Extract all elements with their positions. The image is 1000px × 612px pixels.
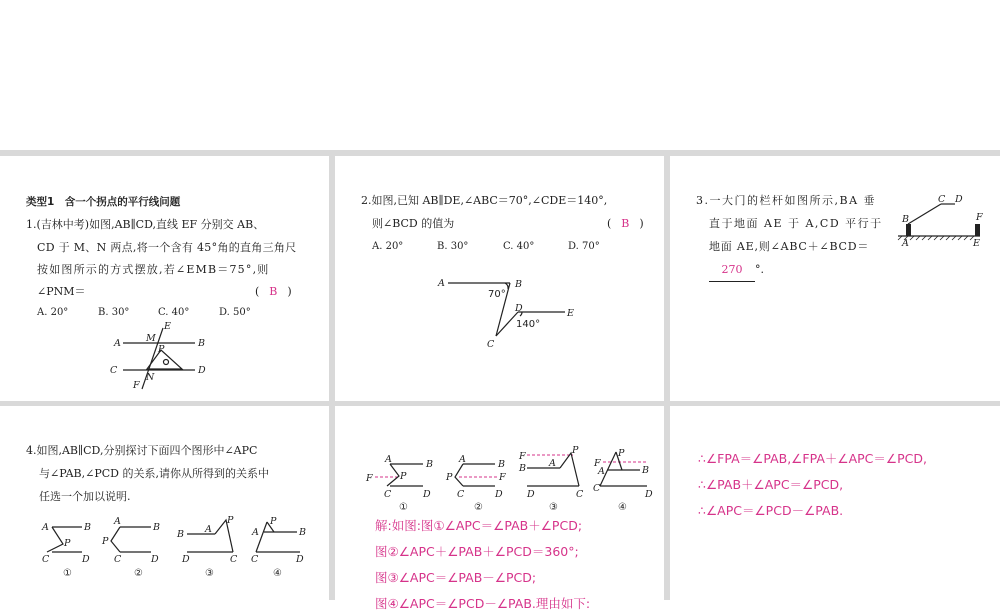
q2-label-d: D <box>515 303 523 314</box>
solution-line-4: 图④∠APC＝∠PCD－∠PAB.理由如下: <box>375 596 591 611</box>
q4-fig-num-2: ② <box>134 568 143 579</box>
q4-f1-label-a: A <box>42 522 49 533</box>
q1-option-a: A. 20° <box>37 307 69 318</box>
q1-label-b: B <box>198 338 205 349</box>
proof-line-3: ∴∠APC＝∠PCD－∠PAB. <box>698 503 844 518</box>
q2-label-e: E <box>567 308 574 319</box>
q1-option-d: D. 50° <box>219 307 251 318</box>
q4-f3-label-a: A <box>205 524 212 535</box>
q5-f2-label-f: F <box>499 472 506 483</box>
q5-f3-label-a: A <box>549 458 556 469</box>
q5-fig-num-2: ② <box>474 502 483 513</box>
q4-f1-label-c: C <box>42 554 50 565</box>
q4-f1-label-p: P <box>64 538 71 549</box>
q1-label-d: D <box>198 365 206 376</box>
q4-f2-label-b: B <box>153 522 160 533</box>
q1-answer: B <box>269 285 278 298</box>
q4-f2-label-d: D <box>151 554 159 565</box>
q2-option-b: B. 30° <box>437 241 469 252</box>
q4-f2-label-c: C <box>114 554 122 565</box>
q4-fig-num-1: ① <box>63 568 72 579</box>
q4-f1-label-b: B <box>84 522 91 533</box>
q3-label-c: C <box>938 194 946 205</box>
q2-label-a: A <box>438 278 445 289</box>
q5-f2-label-a: A <box>459 454 466 465</box>
q3-label-d: D <box>955 194 963 205</box>
q4-f4-label-p: P <box>270 516 277 527</box>
q4-f3-label-b: B <box>177 529 184 540</box>
q3-line-1: 3.一大门的栏杆如图所示,BA 垂 <box>696 194 877 207</box>
q2-line-1: 2.如图,已知 AB∥DE,∠ABC＝70°,∠CDE＝140°, <box>361 194 608 207</box>
q1-option-b: B. 30° <box>98 307 130 318</box>
q2-line-2: 则∠BCD 的值为 <box>372 217 455 230</box>
q5-f1-label-b: B <box>426 459 433 470</box>
q1-label-e: E <box>164 321 171 332</box>
q4-line-1: 4.如图,AB∥CD,分别探讨下面四个图形中∠APC <box>26 444 258 457</box>
q4-f1-label-d: D <box>82 554 90 565</box>
q1-label-f: F <box>133 380 140 391</box>
q4-f2-label-p: P <box>102 536 109 547</box>
q1-line-4: ∠PNM＝ <box>37 285 86 298</box>
q2-figure <box>335 156 664 401</box>
q4-fig-num-3: ③ <box>205 568 214 579</box>
q4-f3-label-d: D <box>182 554 190 565</box>
q3-label-e: E <box>973 238 980 249</box>
q2-angle-140: 140° <box>516 319 541 330</box>
q1-option-c: C. 40° <box>158 307 190 318</box>
q5-f4-label-a: A <box>598 466 605 477</box>
q4-f3-label-p: P <box>227 515 234 526</box>
q5-f4-label-f: F <box>594 458 601 469</box>
q1-label-c: C <box>110 365 118 376</box>
q5-f3-label-p: P <box>572 445 579 456</box>
q4-fig-num-4: ④ <box>273 568 282 579</box>
q2-label-c: C <box>487 339 495 350</box>
q5-f2-label-c: C <box>457 489 465 500</box>
q3-label-f: F <box>976 212 983 223</box>
q5-f2-label-d: D <box>495 489 503 500</box>
q4-solution-panel <box>335 406 664 611</box>
q4-f2-label-a: A <box>114 516 121 527</box>
q3-line-3: 地面 AE,则∠ABC＋∠BCD＝ <box>709 240 870 253</box>
q5-f1-label-a: A <box>385 454 392 465</box>
q1-line-1: 1.(吉林中考)如图,AB∥CD,直线 EF 分别交 AB、 <box>26 218 265 231</box>
q4-f3-label-c: C <box>230 554 238 565</box>
q5-f1-label-f: F <box>366 473 373 484</box>
q5-fig-num-3: ③ <box>549 502 558 513</box>
q2-answer-bracket: ( B ) <box>607 217 644 230</box>
q3-unit: °. <box>755 263 764 276</box>
q5-f4-label-c: C <box>593 483 601 494</box>
q3-label-a: A <box>902 238 909 249</box>
q4-f4-label-a: A <box>252 527 259 538</box>
q2-angle-70: 70° <box>488 289 506 300</box>
q1-label-m: M <box>146 333 156 344</box>
q1-answer-bracket: ( B ) <box>255 285 292 298</box>
q5-f2-label-p: P <box>446 472 453 483</box>
proof-line-2: ∴∠PAB＋∠APC＝∠PCD, <box>698 477 844 492</box>
q5-f4-label-d: D <box>645 489 653 500</box>
q3-line-2: 直于地面 AE 于 A,CD 平行于 <box>709 217 883 230</box>
q5-fig-num-4: ④ <box>618 502 627 513</box>
q3-answer: 270 <box>709 258 755 282</box>
solution-line-2: 图②∠APC＋∠PAB＋∠PCD＝360°; <box>375 544 579 559</box>
q4-proof-panel <box>670 406 1000 600</box>
q2-option-d: D. 70° <box>568 241 600 252</box>
q1-label-a: A <box>114 338 121 349</box>
q4-f4-label-d: D <box>296 554 304 565</box>
q5-f3-label-f: F <box>519 451 526 462</box>
q4-f4-label-c: C <box>251 554 259 565</box>
q4-f4-label-b: B <box>299 527 306 538</box>
question-2-panel <box>335 156 664 401</box>
q5-f4-label-p: P <box>618 448 625 459</box>
q4-figures <box>0 406 329 600</box>
q3-label-b: B <box>902 214 909 225</box>
q1-line-3: 按如图所示的方式摆放,若∠EMB＝75°,则 <box>37 263 270 276</box>
q3-figure <box>670 156 1000 401</box>
q1-figure <box>0 156 329 401</box>
q5-f1-label-c: C <box>384 489 392 500</box>
solution-line-1: 解:如图:图①∠APC＝∠PAB＋∠PCD; <box>375 518 583 533</box>
q5-fig-num-1: ① <box>399 502 408 513</box>
q2-option-c: C. 40° <box>503 241 535 252</box>
solution-line-3: 图③∠APC＝∠PAB－∠PCD; <box>375 570 537 585</box>
q5-f2-label-b: B <box>498 459 505 470</box>
proof-line-1: ∴∠FPA＝∠PAB,∠FPA＋∠APC＝∠PCD, <box>698 451 927 466</box>
q1-label-p: P <box>158 344 165 355</box>
q1-label-n: N <box>146 372 155 383</box>
question-1-panel <box>0 156 329 401</box>
q4-line-3: 任选一个加以说明. <box>39 490 131 503</box>
q5-f3-label-b: B <box>519 463 526 474</box>
q5-f3-label-c: C <box>576 489 584 500</box>
q5-f3-label-d: D <box>527 489 535 500</box>
q5-f1-label-p: P <box>400 471 407 482</box>
question-4-panel <box>0 406 329 600</box>
q2-label-b: B <box>515 279 522 290</box>
q5-f1-label-d: D <box>423 489 431 500</box>
q5-f4-label-b: B <box>642 465 649 476</box>
q2-answer: B <box>621 217 630 230</box>
section-heading: 类型1 含一个拐点的平行线问题 <box>26 196 181 208</box>
q2-option-a: A. 20° <box>372 241 404 252</box>
question-3-panel <box>670 156 1000 401</box>
q4-line-2: 与∠PAB,∠PCD 的关系,请你从所得到的关系中 <box>39 467 269 480</box>
q1-line-2: CD 于 M、N 两点,将一个含有 45°角的直角三角尺 <box>37 241 297 254</box>
